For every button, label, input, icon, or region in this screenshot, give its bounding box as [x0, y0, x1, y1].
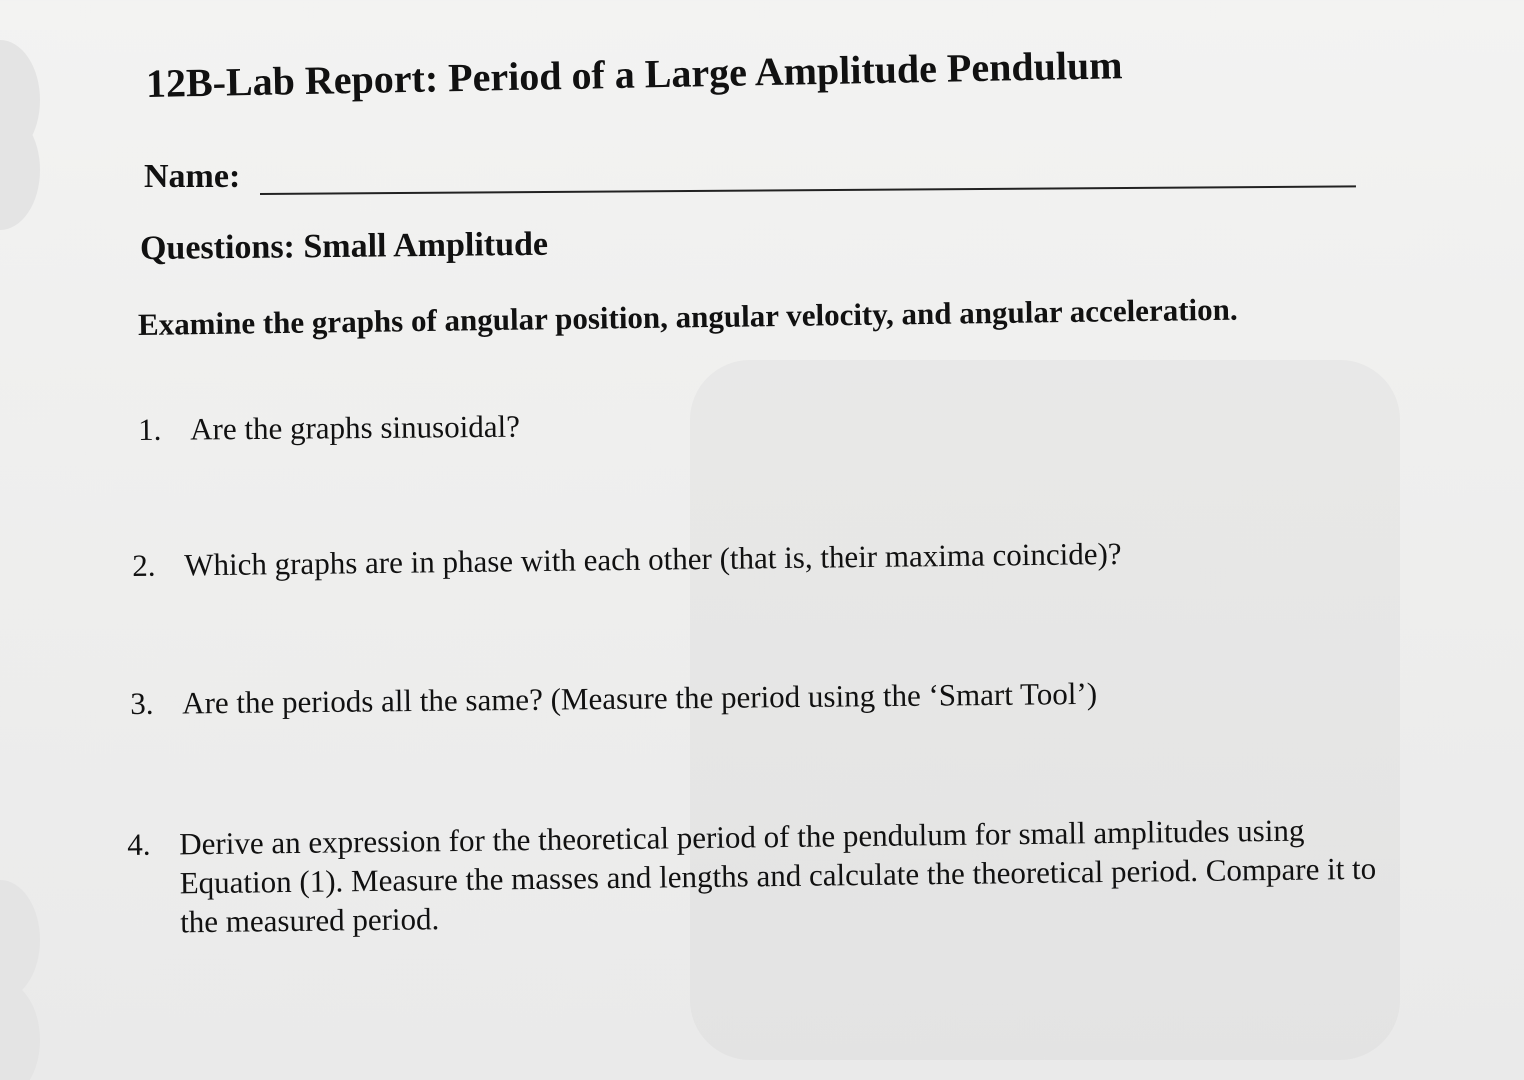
question-number: 3.	[130, 685, 154, 721]
question-text: Are the periods all the same? (Measure the period using the ‘Smart Tool’)	[182, 675, 1098, 721]
name-input-line[interactable]	[260, 185, 1356, 195]
question-number: 4.	[127, 826, 151, 862]
question-number: 2.	[132, 547, 156, 583]
question-text: Which graphs are in phase with each other (that is, their maxima coincide)?	[184, 535, 1122, 583]
section-heading: Questions: Small Amplitude	[139, 225, 549, 267]
document-title: 12B-Lab Report: Period of a Large Amplitude Pendulum	[145, 42, 1123, 106]
question-number: 1.	[138, 411, 162, 447]
question-text: Are the graphs sinusoidal?	[190, 408, 521, 447]
intro-instructions: Examine the graphs of angular position, angular velocity, and angular acceleration.	[137, 291, 1238, 342]
name-label: Name:	[144, 158, 241, 195]
question-text: Derive an expression for the theoretical period of the pendulum for small amplitudes using Equation (1). Measure the masses and lengths and calculate the theoretical period. Compare it to the measured period.	[179, 812, 1377, 940]
